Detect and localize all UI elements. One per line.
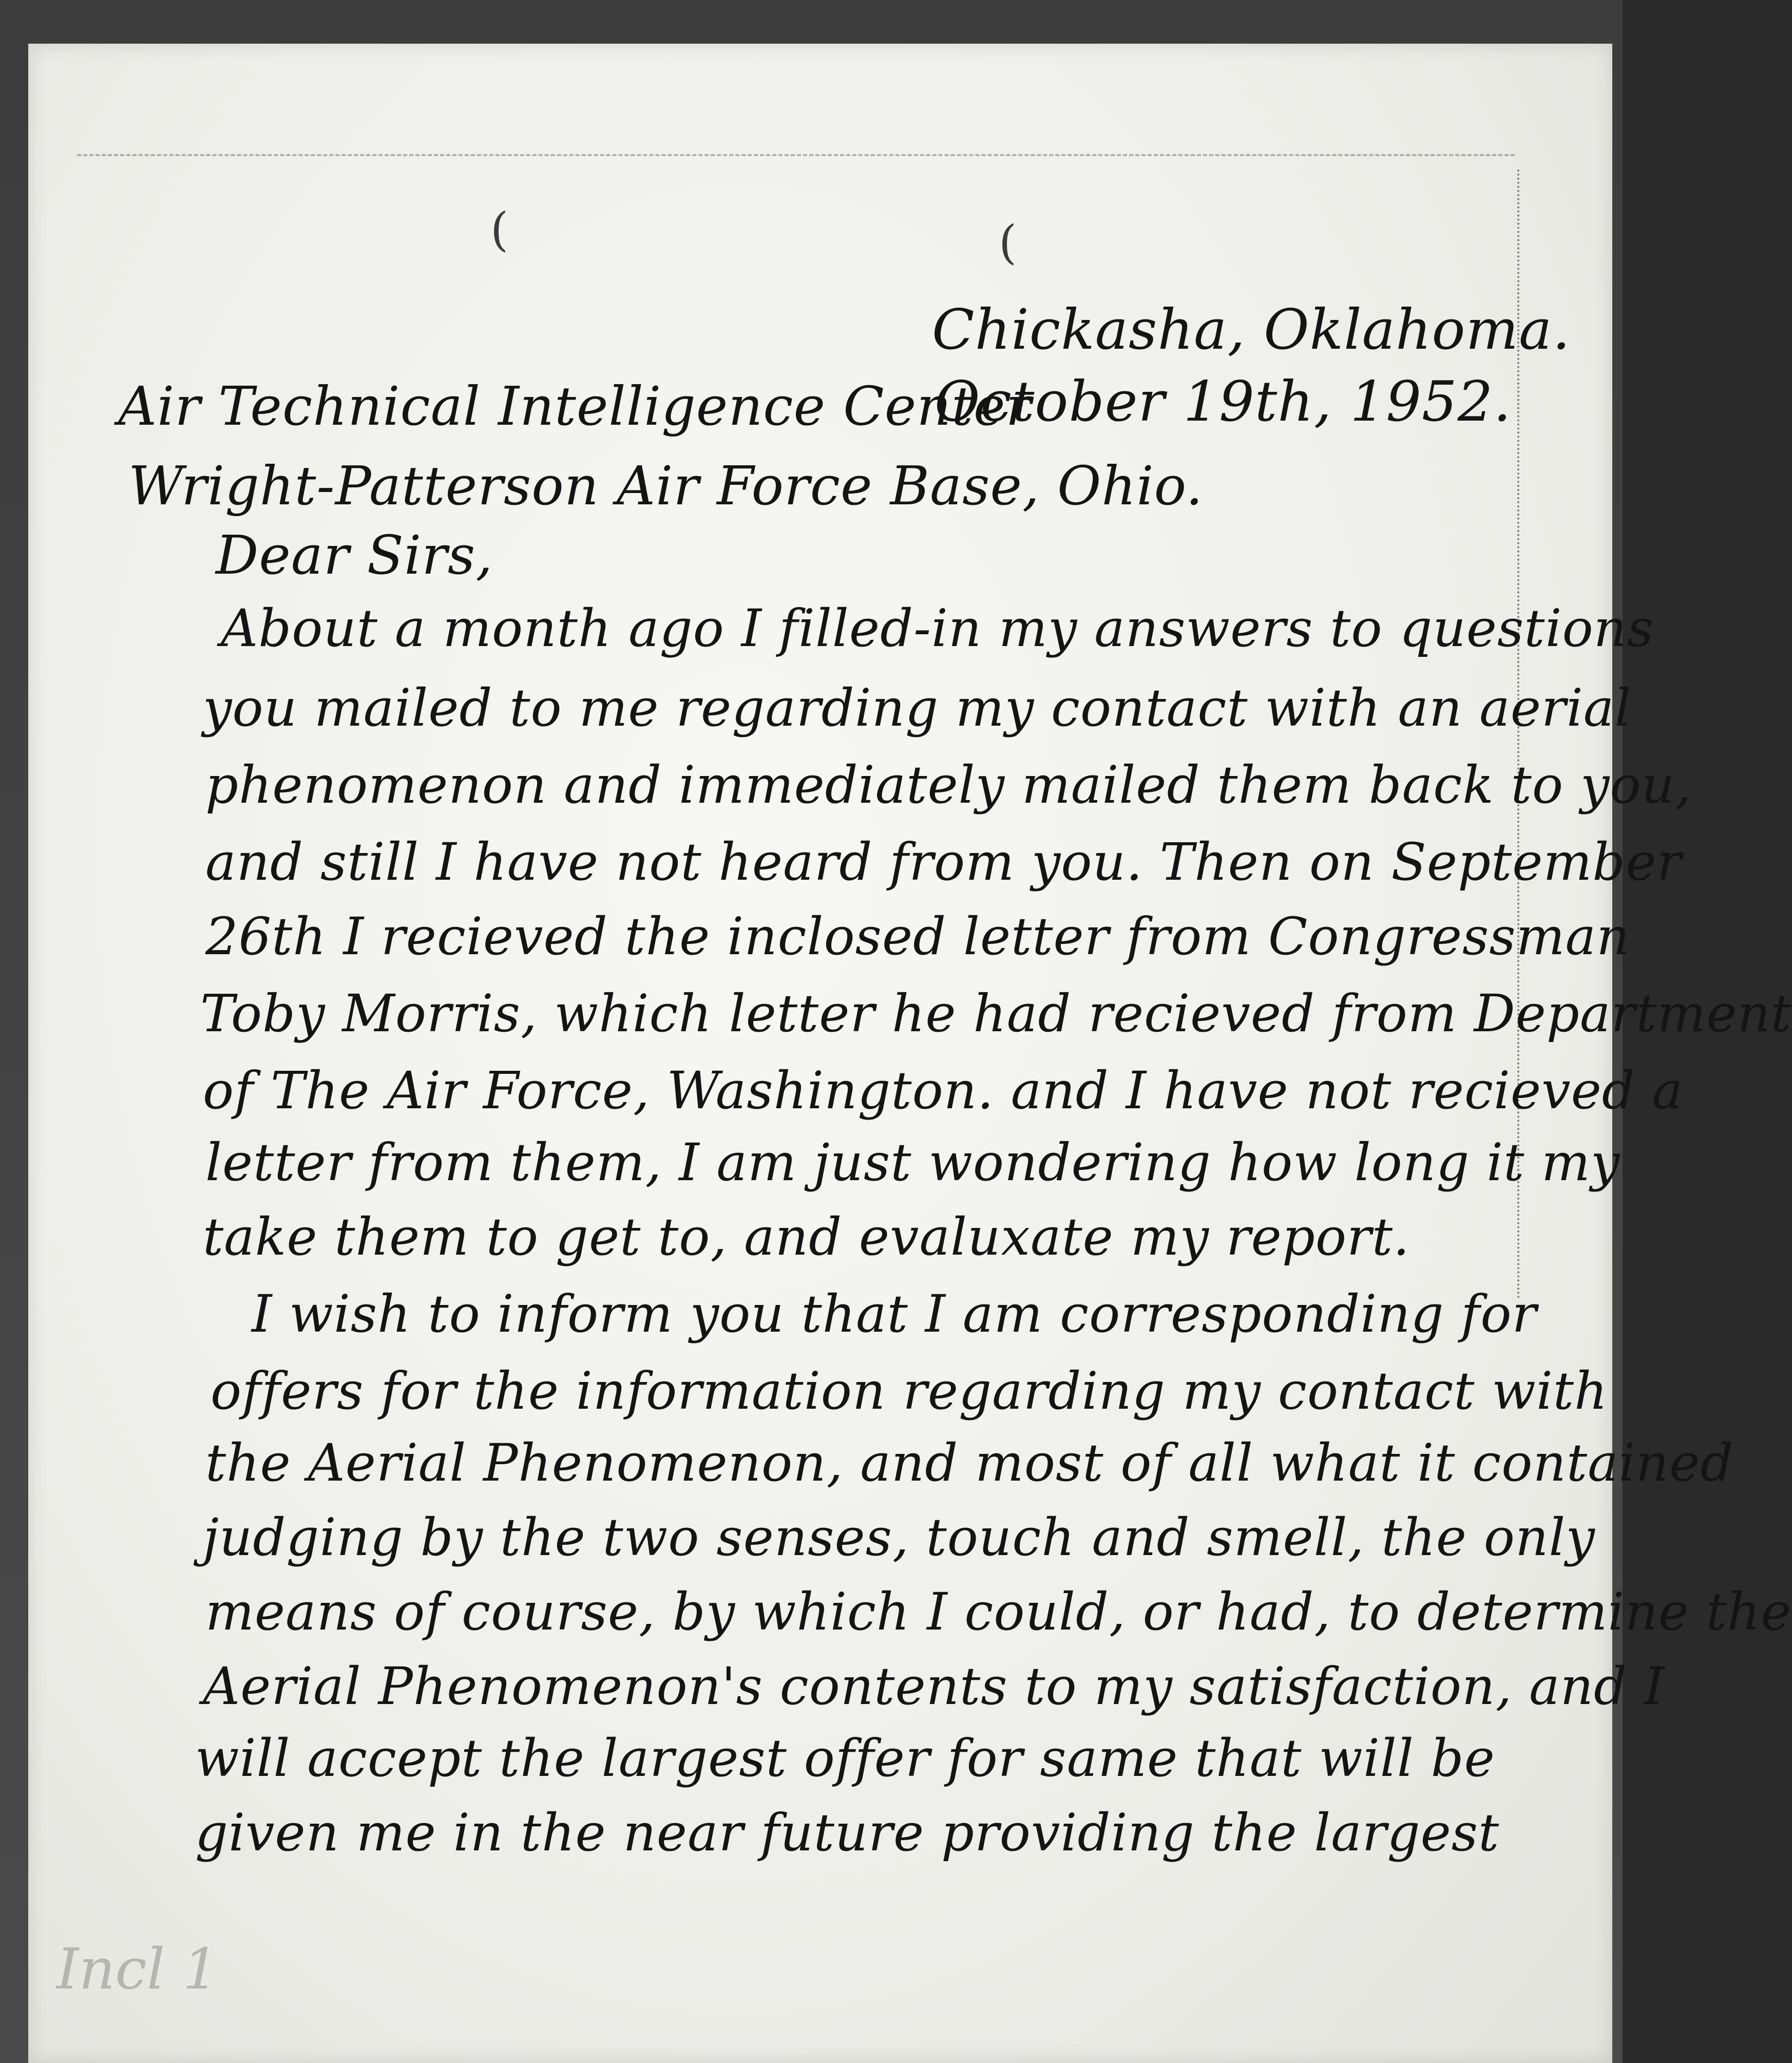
body-line: I wish to inform you that I am corresponding for (252, 1284, 1537, 1344)
body-line: About a month ago I filled-in my answers to questions (221, 598, 1654, 658)
letter-date: October 19th, 1952. (935, 370, 1512, 434)
body-line: offers for the information regarding my contact with (211, 1361, 1608, 1421)
body-line: you mailed to me regarding my contact with an aerial (203, 678, 1632, 738)
body-line: 26th I recieved the inclosed letter from Congressman (205, 906, 1630, 967)
enclosure-note: Incl 1 (56, 1936, 219, 2002)
body-line: Aerial Phenomenon's contents to my satisfaction, and I (203, 1656, 1665, 1716)
punch-mark-right: ( (999, 216, 1017, 270)
salutation: Dear Sirs, (216, 524, 493, 586)
page-fold-line (77, 154, 1515, 156)
body-line: letter from them, I am just wondering how long it my (205, 1132, 1621, 1193)
letter-place: Chickasha, Oklahoma. (932, 298, 1571, 362)
body-line: means of course, by which I could, or had, to determine the (205, 1582, 1792, 1642)
body-line: of The Air Force, Washington. and I have not recieved a (203, 1061, 1684, 1121)
body-line: phenomenon and immediately mailed them back to you, (205, 755, 1692, 815)
body-line: take them to get to, and evaluxate my report. (203, 1207, 1410, 1267)
body-line: given me in the near future providing the largest (195, 1803, 1500, 1863)
recipient-line-1: Air Technical Intelligence Center (118, 375, 1032, 438)
body-line: Toby Morris, which letter he had recieved from Department (200, 983, 1792, 1044)
body-line: will accept the largest offer for same that will be (195, 1728, 1495, 1788)
body-line: the Aerial Phenomenon, and most of all what it contained (205, 1433, 1734, 1493)
punch-mark-left: ( (490, 203, 509, 257)
recipient-line-2: Wright-Patterson Air Force Base, Ohio. (128, 455, 1204, 517)
body-line: and still I have not heard from you. Then on September (205, 832, 1682, 892)
body-line: judging by the two senses, touch and smell, the only (203, 1507, 1595, 1567)
